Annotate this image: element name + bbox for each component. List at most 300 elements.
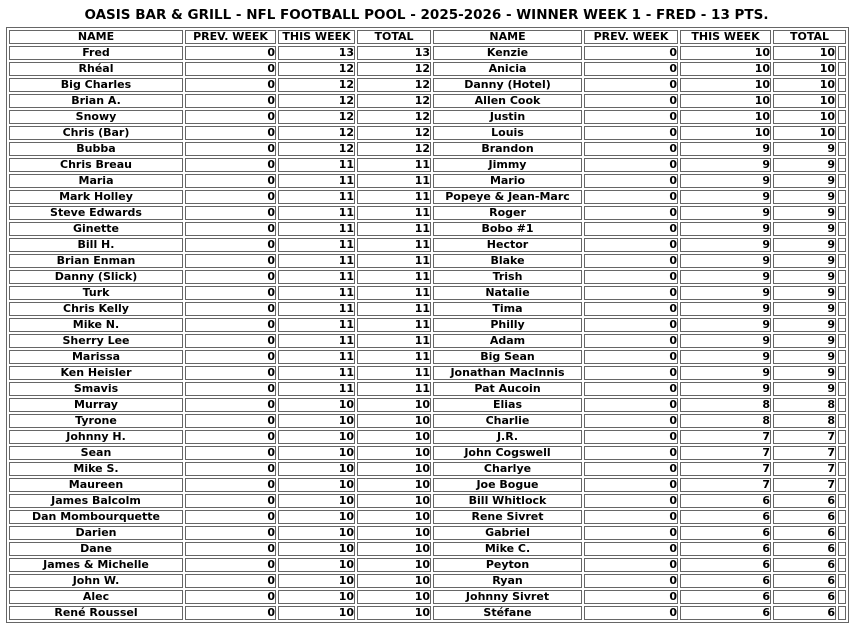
total-cell: 10: [773, 110, 836, 124]
prev-week-cell: 0: [584, 350, 678, 364]
prev-week-cell: 0: [185, 142, 276, 156]
this-week-cell: 10: [278, 430, 355, 444]
player-name-cell: Roger: [433, 206, 582, 220]
player-name-cell: Chris (Bar): [9, 126, 183, 140]
prev-week-cell: 0: [584, 62, 678, 76]
spacer-cell: [838, 494, 846, 508]
this-week-cell: 13: [278, 46, 355, 60]
total-cell: 7: [773, 478, 836, 492]
spacer-cell: [838, 286, 846, 300]
total-cell: 10: [357, 430, 431, 444]
prev-week-cell: 0: [584, 142, 678, 156]
player-name-cell: James Balcolm: [9, 494, 183, 508]
table-row: [9, 238, 846, 252]
table-row: [9, 110, 846, 124]
table-row: [9, 126, 846, 140]
player-name-cell: Anicia: [433, 62, 582, 76]
total-cell: 9: [773, 222, 836, 236]
player-name-cell: Turk: [9, 286, 183, 300]
table-row: [9, 478, 846, 492]
prev-week-cell: 0: [584, 110, 678, 124]
column-header: THIS WEEK: [680, 30, 771, 44]
total-cell: 11: [357, 318, 431, 332]
table-row: [9, 46, 846, 60]
prev-week-cell: 0: [185, 46, 276, 60]
total-cell: 10: [773, 62, 836, 76]
spacer-cell: [838, 206, 846, 220]
total-cell: 9: [773, 366, 836, 380]
player-name-cell: René Roussel: [9, 606, 183, 620]
prev-week-cell: 0: [584, 158, 678, 172]
this-week-cell: 6: [680, 606, 771, 620]
player-name-cell: Trish: [433, 270, 582, 284]
player-name-cell: Bubba: [9, 142, 183, 156]
spacer-cell: [838, 334, 846, 348]
prev-week-cell: 0: [185, 398, 276, 412]
this-week-cell: 10: [680, 46, 771, 60]
spacer-cell: [838, 414, 846, 428]
player-name-cell: Alec: [9, 590, 183, 604]
prev-week-cell: 0: [584, 494, 678, 508]
this-week-cell: 10: [278, 414, 355, 428]
table-row: [9, 190, 846, 204]
prev-week-cell: 0: [584, 398, 678, 412]
this-week-cell: 11: [278, 254, 355, 268]
total-cell: 9: [773, 334, 836, 348]
table-row: [9, 286, 846, 300]
prev-week-cell: 0: [185, 430, 276, 444]
total-cell: 10: [773, 126, 836, 140]
this-week-cell: 7: [680, 478, 771, 492]
prev-week-cell: 0: [185, 94, 276, 108]
total-cell: 6: [773, 574, 836, 588]
prev-week-cell: 0: [584, 574, 678, 588]
total-cell: 11: [357, 270, 431, 284]
prev-week-cell: 0: [584, 542, 678, 556]
prev-week-cell: 0: [185, 174, 276, 188]
player-name-cell: Tyrone: [9, 414, 183, 428]
this-week-cell: 11: [278, 334, 355, 348]
table-row: [9, 446, 846, 460]
table-row: [9, 174, 846, 188]
prev-week-cell: 0: [185, 270, 276, 284]
total-cell: 9: [773, 158, 836, 172]
this-week-cell: 9: [680, 270, 771, 284]
this-week-cell: 9: [680, 254, 771, 268]
total-cell: 9: [773, 174, 836, 188]
this-week-cell: 10: [278, 446, 355, 460]
column-header: NAME: [433, 30, 582, 44]
player-name-cell: Hector: [433, 238, 582, 252]
total-cell: 9: [773, 270, 836, 284]
prev-week-cell: 0: [185, 382, 276, 396]
this-week-cell: 9: [680, 334, 771, 348]
spacer-cell: [838, 350, 846, 364]
total-cell: 11: [357, 158, 431, 172]
this-week-cell: 12: [278, 94, 355, 108]
spacer-cell: [838, 190, 846, 204]
prev-week-cell: 0: [584, 318, 678, 332]
column-header: TOTAL: [773, 30, 846, 44]
player-name-cell: Smavis: [9, 382, 183, 396]
prev-week-cell: 0: [185, 366, 276, 380]
prev-week-cell: 0: [185, 478, 276, 492]
player-name-cell: Jonathan MacInnis: [433, 366, 582, 380]
this-week-cell: 10: [278, 574, 355, 588]
prev-week-cell: 0: [185, 158, 276, 172]
spacer-cell: [838, 158, 846, 172]
spacer-cell: [838, 254, 846, 268]
this-week-cell: 11: [278, 382, 355, 396]
player-name-cell: Big Charles: [9, 78, 183, 92]
prev-week-cell: 0: [185, 350, 276, 364]
spacer-cell: [838, 318, 846, 332]
total-cell: 10: [357, 478, 431, 492]
this-week-cell: 10: [278, 526, 355, 540]
this-week-cell: 9: [680, 190, 771, 204]
prev-week-cell: 0: [185, 286, 276, 300]
table-row: [9, 158, 846, 172]
prev-week-cell: 0: [584, 222, 678, 236]
player-name-cell: Chris Kelly: [9, 302, 183, 316]
table-row: [9, 350, 846, 364]
total-cell: 11: [357, 238, 431, 252]
column-header: TOTAL: [357, 30, 431, 44]
this-week-cell: 10: [278, 398, 355, 412]
spacer-cell: [838, 174, 846, 188]
spacer-cell: [838, 398, 846, 412]
player-name-cell: Mike S.: [9, 462, 183, 476]
player-name-cell: John Cogswell: [433, 446, 582, 460]
spacer-cell: [838, 366, 846, 380]
this-week-cell: 12: [278, 62, 355, 76]
player-name-cell: Sherry Lee: [9, 334, 183, 348]
player-name-cell: Johnny Sivret: [433, 590, 582, 604]
player-name-cell: Snowy: [9, 110, 183, 124]
prev-week-cell: 0: [584, 510, 678, 524]
player-name-cell: Blake: [433, 254, 582, 268]
player-name-cell: Adam: [433, 334, 582, 348]
total-cell: 10: [357, 414, 431, 428]
prev-week-cell: 0: [185, 590, 276, 604]
prev-week-cell: 0: [185, 606, 276, 620]
this-week-cell: 6: [680, 574, 771, 588]
player-name-cell: Chris Breau: [9, 158, 183, 172]
player-name-cell: Rene Sivret: [433, 510, 582, 524]
this-week-cell: 9: [680, 302, 771, 316]
prev-week-cell: 0: [584, 414, 678, 428]
this-week-cell: 7: [680, 446, 771, 460]
total-cell: 9: [773, 286, 836, 300]
table-row: [9, 318, 846, 332]
spacer-cell: [838, 382, 846, 396]
player-name-cell: Sean: [9, 446, 183, 460]
prev-week-cell: 0: [185, 558, 276, 572]
spacer-cell: [838, 478, 846, 492]
this-week-cell: 11: [278, 238, 355, 252]
spacer-cell: [838, 142, 846, 156]
this-week-cell: 12: [278, 78, 355, 92]
prev-week-cell: 0: [584, 446, 678, 460]
total-cell: 12: [357, 126, 431, 140]
this-week-cell: 11: [278, 286, 355, 300]
table-row: [9, 78, 846, 92]
prev-week-cell: 0: [584, 270, 678, 284]
spacer-cell: [838, 590, 846, 604]
table-row: [9, 142, 846, 156]
this-week-cell: 11: [278, 222, 355, 236]
this-week-cell: 10: [278, 558, 355, 572]
spacer-cell: [838, 94, 846, 108]
total-cell: 9: [773, 190, 836, 204]
total-cell: 6: [773, 510, 836, 524]
total-cell: 8: [773, 414, 836, 428]
total-cell: 11: [357, 190, 431, 204]
player-name-cell: Danny (Slick): [9, 270, 183, 284]
prev-week-cell: 0: [185, 190, 276, 204]
player-name-cell: Charlie: [433, 414, 582, 428]
player-name-cell: Gabriel: [433, 526, 582, 540]
page-title: OASIS BAR & GRILL - NFL FOOTBALL POOL - 2025-2026 - WINNER WEEK 1 - FRED - 13 PTS.: [84, 7, 769, 23]
this-week-cell: 9: [680, 206, 771, 220]
total-cell: 9: [773, 206, 836, 220]
spacer-cell: [838, 606, 846, 620]
this-week-cell: 9: [680, 222, 771, 236]
column-header: PREV. WEEK: [185, 30, 276, 44]
column-header: PREV. WEEK: [584, 30, 678, 44]
this-week-cell: 10: [680, 126, 771, 140]
this-week-cell: 10: [278, 494, 355, 508]
total-cell: 11: [357, 366, 431, 380]
this-week-cell: 12: [278, 142, 355, 156]
this-week-cell: 12: [278, 110, 355, 124]
total-cell: 6: [773, 526, 836, 540]
prev-week-cell: 0: [185, 574, 276, 588]
this-week-cell: 7: [680, 430, 771, 444]
player-name-cell: Brandon: [433, 142, 582, 156]
total-cell: 11: [357, 334, 431, 348]
table-row: [9, 94, 846, 108]
total-cell: 12: [357, 110, 431, 124]
player-name-cell: Peyton: [433, 558, 582, 572]
this-week-cell: 11: [278, 302, 355, 316]
table-row: [9, 222, 846, 236]
spacer-cell: [838, 238, 846, 252]
this-week-cell: 7: [680, 462, 771, 476]
total-cell: 7: [773, 446, 836, 460]
this-week-cell: 9: [680, 174, 771, 188]
prev-week-cell: 0: [185, 206, 276, 220]
prev-week-cell: 0: [584, 334, 678, 348]
player-name-cell: Natalie: [433, 286, 582, 300]
prev-week-cell: 0: [584, 46, 678, 60]
prev-week-cell: 0: [584, 430, 678, 444]
total-cell: 10: [357, 398, 431, 412]
player-name-cell: Bobo #1: [433, 222, 582, 236]
prev-week-cell: 0: [584, 78, 678, 92]
this-week-cell: 11: [278, 366, 355, 380]
this-week-cell: 10: [278, 462, 355, 476]
this-week-cell: 11: [278, 270, 355, 284]
player-name-cell: Bill Whitlock: [433, 494, 582, 508]
prev-week-cell: 0: [185, 414, 276, 428]
player-name-cell: Joe Bogue: [433, 478, 582, 492]
prev-week-cell: 0: [584, 558, 678, 572]
table-row: [9, 414, 846, 428]
player-name-cell: Pat Aucoin: [433, 382, 582, 396]
player-name-cell: Stéfane: [433, 606, 582, 620]
table-row: [9, 270, 846, 284]
prev-week-cell: 0: [185, 126, 276, 140]
prev-week-cell: 0: [584, 366, 678, 380]
prev-week-cell: 0: [185, 254, 276, 268]
player-name-cell: Philly: [433, 318, 582, 332]
this-week-cell: 10: [278, 590, 355, 604]
total-cell: 6: [773, 542, 836, 556]
total-cell: 7: [773, 430, 836, 444]
total-cell: 12: [357, 94, 431, 108]
total-cell: 11: [357, 286, 431, 300]
spacer-cell: [838, 462, 846, 476]
total-cell: 11: [357, 254, 431, 268]
this-week-cell: 6: [680, 510, 771, 524]
player-name-cell: Marissa: [9, 350, 183, 364]
this-week-cell: 11: [278, 350, 355, 364]
player-name-cell: Mike N.: [9, 318, 183, 332]
spacer-cell: [838, 62, 846, 76]
this-week-cell: 6: [680, 558, 771, 572]
player-name-cell: Ryan: [433, 574, 582, 588]
prev-week-cell: 0: [185, 542, 276, 556]
total-cell: 9: [773, 318, 836, 332]
spacer-cell: [838, 526, 846, 540]
total-cell: 9: [773, 254, 836, 268]
total-cell: 9: [773, 142, 836, 156]
player-name-cell: James & Michelle: [9, 558, 183, 572]
player-name-cell: Maria: [9, 174, 183, 188]
total-cell: 6: [773, 558, 836, 572]
prev-week-cell: 0: [185, 78, 276, 92]
this-week-cell: 11: [278, 206, 355, 220]
this-week-cell: 9: [680, 382, 771, 396]
player-name-cell: Mario: [433, 174, 582, 188]
prev-week-cell: 0: [584, 606, 678, 620]
prev-week-cell: 0: [185, 302, 276, 316]
player-name-cell: Bill H.: [9, 238, 183, 252]
prev-week-cell: 0: [584, 190, 678, 204]
player-name-cell: Brian Enman: [9, 254, 183, 268]
prev-week-cell: 0: [584, 206, 678, 220]
total-cell: 10: [357, 558, 431, 572]
player-name-cell: Mike C.: [433, 542, 582, 556]
prev-week-cell: 0: [584, 126, 678, 140]
this-week-cell: 10: [680, 62, 771, 76]
player-name-cell: Popeye & Jean-Marc: [433, 190, 582, 204]
prev-week-cell: 0: [584, 526, 678, 540]
spacer-cell: [838, 46, 846, 60]
player-name-cell: Murray: [9, 398, 183, 412]
table-row: [9, 206, 846, 220]
this-week-cell: 10: [278, 606, 355, 620]
prev-week-cell: 0: [185, 462, 276, 476]
player-name-cell: Danny (Hotel): [433, 78, 582, 92]
player-name-cell: Steve Edwards: [9, 206, 183, 220]
total-cell: 11: [357, 382, 431, 396]
table-row: [9, 254, 846, 268]
prev-week-cell: 0: [584, 382, 678, 396]
total-cell: 13: [357, 46, 431, 60]
this-week-cell: 10: [278, 542, 355, 556]
total-cell: 7: [773, 462, 836, 476]
table-row: [9, 62, 846, 76]
table-row: [9, 542, 846, 556]
total-cell: 11: [357, 206, 431, 220]
prev-week-cell: 0: [584, 94, 678, 108]
player-name-cell: Allen Cook: [433, 94, 582, 108]
this-week-cell: 6: [680, 590, 771, 604]
total-cell: 10: [357, 510, 431, 524]
total-cell: 10: [357, 590, 431, 604]
table-row: [9, 382, 846, 396]
total-cell: 10: [773, 94, 836, 108]
table-body: [9, 46, 846, 620]
this-week-cell: 11: [278, 158, 355, 172]
this-week-cell: 6: [680, 542, 771, 556]
total-cell: 11: [357, 302, 431, 316]
prev-week-cell: 0: [185, 334, 276, 348]
spacer-cell: [838, 446, 846, 460]
table-row: [9, 558, 846, 572]
total-cell: 12: [357, 142, 431, 156]
spacer-cell: [838, 78, 846, 92]
this-week-cell: 6: [680, 494, 771, 508]
prev-week-cell: 0: [185, 446, 276, 460]
total-cell: 11: [357, 350, 431, 364]
this-week-cell: 10: [680, 78, 771, 92]
prev-week-cell: 0: [185, 62, 276, 76]
total-cell: 10: [357, 606, 431, 620]
table-row: [9, 606, 846, 620]
spacer-cell: [838, 430, 846, 444]
table-row: [9, 510, 846, 524]
total-cell: 12: [357, 78, 431, 92]
this-week-cell: 9: [680, 350, 771, 364]
table-header: [9, 30, 846, 44]
total-cell: 10: [357, 494, 431, 508]
total-cell: 12: [357, 62, 431, 76]
total-cell: 9: [773, 238, 836, 252]
this-week-cell: 12: [278, 126, 355, 140]
player-name-cell: Mark Holley: [9, 190, 183, 204]
total-cell: 9: [773, 302, 836, 316]
prev-week-cell: 0: [584, 174, 678, 188]
this-week-cell: 11: [278, 190, 355, 204]
player-name-cell: Kenzie: [433, 46, 582, 60]
total-cell: 10: [357, 542, 431, 556]
standings-table: [6, 27, 849, 623]
spacer-cell: [838, 510, 846, 524]
total-cell: 6: [773, 606, 836, 620]
player-name-cell: Elias: [433, 398, 582, 412]
this-week-cell: 10: [680, 94, 771, 108]
table-row: [9, 494, 846, 508]
table-row: [9, 590, 846, 604]
this-week-cell: 11: [278, 174, 355, 188]
total-cell: 10: [357, 574, 431, 588]
total-cell: 9: [773, 382, 836, 396]
header-row: [9, 30, 846, 44]
this-week-cell: 8: [680, 398, 771, 412]
